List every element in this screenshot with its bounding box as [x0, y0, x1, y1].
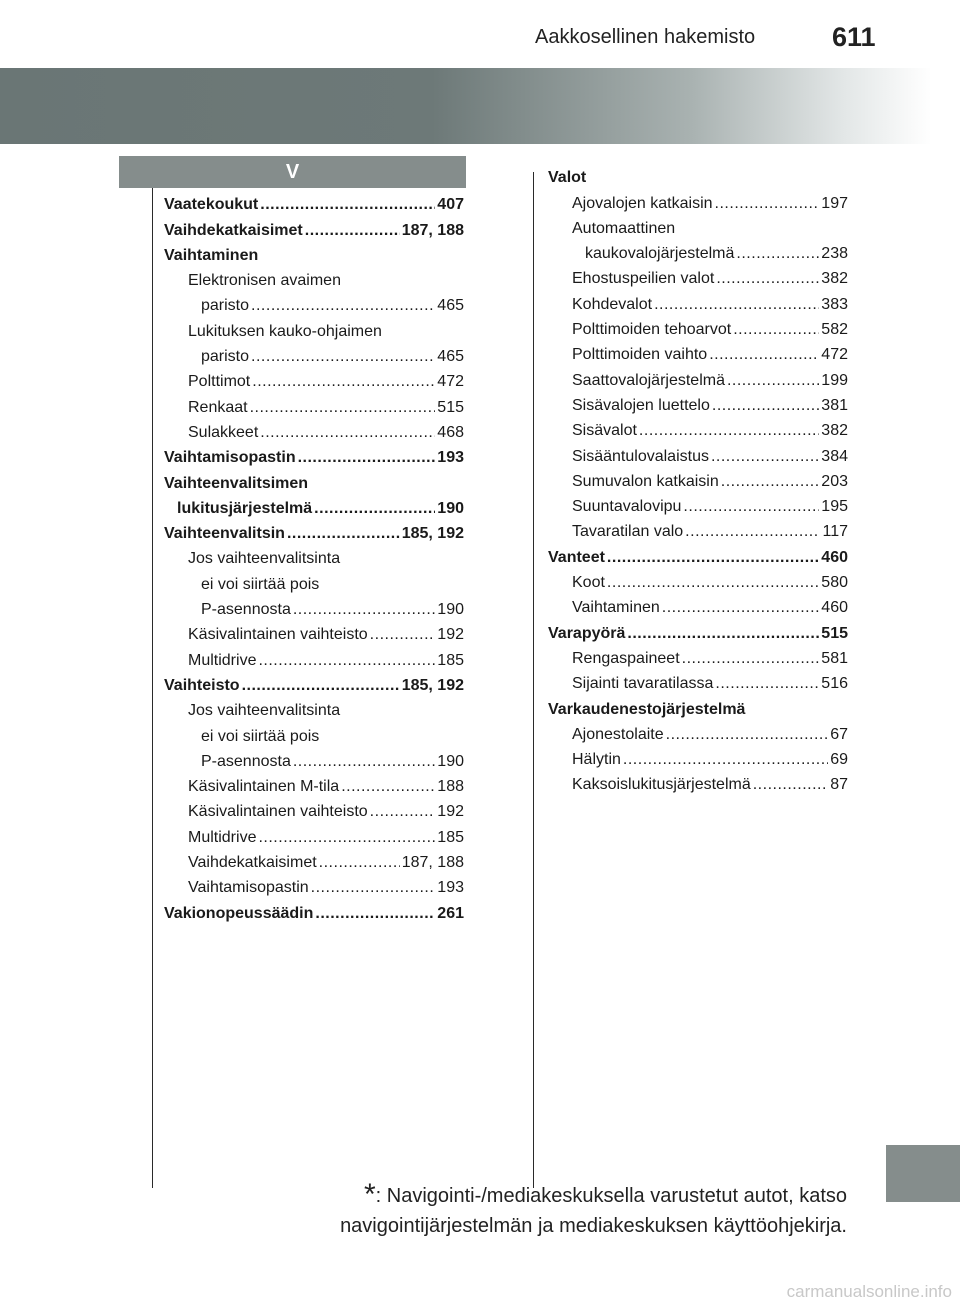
- index-term: Vaihteenvalitsimen: [164, 474, 309, 492]
- index-term: Vaihtaminen: [572, 599, 660, 617]
- index-term: paristo: [201, 348, 250, 366]
- index-entry: [164, 266, 464, 291]
- index-entry: [548, 694, 848, 719]
- index-term: Kohdevalot: [572, 295, 653, 313]
- index-entry: [548, 264, 848, 289]
- index-page-ref: 382: [821, 270, 848, 288]
- leader-dots: [298, 448, 436, 468]
- leader-dots: [736, 244, 819, 264]
- leader-dots: [662, 598, 820, 618]
- index-entry: [164, 468, 464, 493]
- index-page-ref: 515: [821, 624, 848, 642]
- index-entry: [164, 241, 464, 266]
- index-entry: [548, 214, 848, 239]
- index-term: Valot: [548, 169, 587, 187]
- index-entry: [164, 519, 464, 544]
- index-term: Polttimot: [188, 373, 251, 391]
- index-entry: [164, 620, 464, 645]
- index-page-ref: 238: [821, 245, 848, 263]
- index-entry: [548, 542, 848, 567]
- index-page-ref: 185: [437, 651, 464, 669]
- index-term: Suuntavalovipu: [572, 498, 682, 516]
- index-term: Renkaat: [188, 398, 248, 416]
- leader-dots: [666, 725, 829, 745]
- index-page-ref: 197: [821, 194, 848, 212]
- index-page-ref: 472: [821, 346, 848, 364]
- footnote-line-1: : Navigointi-/mediakeskuksella varustetut autot, katso: [375, 1185, 847, 1207]
- leader-dots: [709, 345, 819, 365]
- index-page-ref: 383: [821, 295, 848, 313]
- index-term: Polttimoiden tehoarvot: [572, 321, 732, 339]
- index-entry: [548, 770, 848, 795]
- index-page-ref: 261: [437, 904, 464, 922]
- index-page-ref: 381: [821, 396, 848, 414]
- index-term: Vaihtaminen: [164, 246, 259, 264]
- index-page-ref: 195: [821, 498, 848, 516]
- leader-dots: [258, 828, 435, 848]
- index-page-ref: 185, 192: [401, 525, 464, 543]
- index-entry: [548, 467, 848, 492]
- leader-dots: [258, 651, 435, 671]
- index-entry: [164, 418, 464, 443]
- leader-dots: [627, 624, 819, 644]
- leader-dots: [370, 625, 436, 645]
- index-page-ref: 187, 188: [401, 221, 464, 239]
- index-entry: [164, 671, 464, 696]
- index-page-ref: 69: [830, 751, 848, 769]
- leader-dots: [683, 497, 819, 517]
- index-term: Vaihtamisopastin: [188, 879, 309, 897]
- index-term: Jos vaihteenvalitsinta: [188, 702, 341, 720]
- index-entry: [548, 669, 848, 694]
- index-entry: [548, 618, 848, 643]
- leader-dots: [311, 878, 436, 898]
- index-term: Varkaudenestojärjestelmä: [548, 700, 746, 718]
- index-page-ref: 193: [437, 449, 464, 467]
- left-column-rule: [152, 188, 153, 1188]
- index-term: Käsivalintainen vaihteisto: [188, 803, 368, 821]
- index-entry: [164, 898, 464, 923]
- index-entry: [548, 340, 848, 365]
- chapter-title: Aakkosellinen hakemisto: [535, 26, 756, 48]
- index-term: Saattovalojärjestelmä: [572, 371, 725, 389]
- index-page-ref: 382: [821, 422, 848, 440]
- index-entry: [548, 644, 848, 669]
- leader-dots: [607, 573, 819, 593]
- leader-dots: [682, 649, 820, 669]
- index-entry: [164, 367, 464, 392]
- index-term: Ehostuspeilien valot: [572, 270, 715, 288]
- index-entry: [164, 569, 464, 594]
- index-term: Sijainti tavaratilassa: [572, 675, 714, 693]
- index-page-ref: 192: [437, 803, 464, 821]
- leader-dots: [721, 472, 820, 492]
- watermark: carmanualsonline.info: [786, 1282, 952, 1301]
- index-entry: [548, 416, 848, 441]
- index-term: Ajovalojen katkaisin: [572, 194, 713, 212]
- index-entry: [164, 721, 464, 746]
- footnote-marker: *: [363, 1178, 376, 1211]
- index-page-ref: 468: [437, 423, 464, 441]
- index-page-ref: 190: [437, 499, 464, 517]
- index-entry: [548, 517, 848, 542]
- leader-dots: [315, 904, 435, 924]
- leader-dots: [260, 195, 435, 215]
- leader-dots: [715, 674, 819, 694]
- index-entry: [164, 392, 464, 417]
- index-entry: [548, 593, 848, 618]
- index-term: Sisävalot: [572, 422, 637, 440]
- leader-dots: [639, 421, 819, 441]
- leader-dots: [716, 269, 819, 289]
- index-term: Sisävalojen luettelo: [572, 396, 710, 414]
- index-entry: [164, 747, 464, 772]
- index-page-ref: 192: [437, 626, 464, 644]
- index-page-ref: 190: [437, 601, 464, 619]
- leader-dots: [654, 295, 819, 315]
- index-entry: [164, 772, 464, 797]
- page-number: 611: [832, 22, 876, 52]
- index-term: Vaihdekatkaisimet: [164, 221, 303, 239]
- index-term: ei voi siirtää pois: [201, 727, 320, 745]
- index-entry: [164, 848, 464, 873]
- index-term: Rengaspaineet: [572, 649, 680, 667]
- leader-dots: [242, 676, 400, 696]
- index-page-ref: 203: [821, 472, 848, 490]
- index-page-ref: 188: [437, 778, 464, 796]
- index-entry: [164, 797, 464, 822]
- thumb-index-tab: [886, 1145, 960, 1202]
- index-term: Vaihtamisopastin: [164, 449, 296, 467]
- leader-dots: [341, 777, 435, 797]
- leader-dots: [252, 372, 435, 392]
- index-page-ref: 87: [830, 776, 848, 794]
- index-entry: [548, 568, 848, 593]
- leader-dots: [251, 347, 435, 367]
- index-entry: [548, 315, 848, 340]
- index-term: Sumuvalon katkaisin: [572, 472, 719, 490]
- leader-dots: [623, 750, 828, 770]
- index-term: Automaattinen: [572, 219, 676, 237]
- header-banner: [0, 68, 960, 144]
- index-entry: [548, 365, 848, 390]
- index-term: lukitusjärjestelmä: [177, 499, 313, 517]
- index-page-ref: 185: [437, 828, 464, 846]
- index-page-ref: 472: [437, 373, 464, 391]
- leader-dots: [293, 752, 435, 772]
- leader-dots: [260, 423, 435, 443]
- index-term: Vaihteenvalitsin: [164, 525, 285, 543]
- index-page-ref: 581: [821, 649, 848, 667]
- leader-dots: [319, 853, 400, 873]
- index-entry: [164, 696, 464, 721]
- index-term: Käsivalintainen vaihteisto: [188, 626, 368, 644]
- footnote: [340, 1180, 847, 1241]
- index-page-ref: 460: [821, 599, 848, 617]
- index-entry: [548, 492, 848, 517]
- leader-dots: [753, 775, 828, 795]
- index-page-ref: 465: [437, 348, 464, 366]
- index-page-ref: 582: [821, 321, 848, 339]
- index-column-left: [164, 190, 464, 924]
- index-term: Multidrive: [188, 828, 257, 846]
- leader-dots: [370, 802, 436, 822]
- index-term: Käsivalintainen M-tila: [188, 778, 340, 796]
- index-entry: [164, 342, 464, 367]
- index-term: Vaatekoukut: [164, 196, 259, 214]
- index-entry: [548, 391, 848, 416]
- index-page-ref: 580: [821, 574, 848, 592]
- index-page-ref: 384: [821, 447, 848, 465]
- footnote-line-2: navigointijärjestelmän ja mediakeskuksen käyttöohjekirja.: [340, 1215, 847, 1237]
- index-entry: [548, 163, 848, 188]
- leader-dots: [293, 600, 435, 620]
- index-term: Sulakkeet: [188, 423, 259, 441]
- index-term: paristo: [201, 297, 250, 315]
- index-term: P-asennosta: [201, 601, 291, 619]
- index-term: ei voi siirtää pois: [201, 575, 320, 593]
- index-term: Vaihdekatkaisimet: [188, 854, 317, 872]
- index-entry: [164, 291, 464, 316]
- index-page-ref: 515: [437, 398, 464, 416]
- index-entry: [164, 190, 464, 215]
- index-term: Sisääntulovalaistus: [572, 447, 709, 465]
- index-term: Koot: [572, 574, 605, 592]
- index-term: Polttimoiden vaihto: [572, 346, 708, 364]
- leader-dots: [251, 296, 435, 316]
- leader-dots: [715, 194, 820, 214]
- center-column-rule: [533, 172, 534, 1188]
- index-term: Hälytin: [572, 751, 621, 769]
- index-entry: [548, 289, 848, 314]
- index-entry: [164, 316, 464, 341]
- leader-dots: [712, 396, 819, 416]
- leader-dots: [287, 524, 400, 544]
- index-term: Lukituksen kauko-ohjaimen: [188, 322, 382, 340]
- index-column-right: [548, 163, 848, 795]
- leader-dots: [711, 447, 819, 467]
- index-page-ref: 465: [437, 297, 464, 315]
- index-term: Varapyörä: [548, 624, 626, 642]
- index-term: P-asennosta: [201, 752, 291, 770]
- index-entry: [164, 822, 464, 847]
- index-page-ref: 193: [437, 879, 464, 897]
- index-entry: [164, 595, 464, 620]
- index-term: Elektronisen avaimen: [188, 272, 341, 290]
- index-page-ref: 199: [821, 371, 848, 389]
- index-entry: [164, 544, 464, 569]
- index-entry: [548, 239, 848, 264]
- index-entry: [164, 494, 464, 519]
- leader-dots: [727, 371, 819, 391]
- index-entry: [548, 441, 848, 466]
- section-letter-tab: V: [119, 156, 466, 188]
- index-page-ref: 187, 188: [401, 854, 464, 872]
- index-page-ref: 185, 192: [401, 676, 464, 694]
- index-page-ref: 460: [821, 548, 848, 566]
- index-term: Ajonestolaite: [572, 725, 664, 743]
- index-term: kaukovalojärjestelmä: [585, 245, 735, 263]
- index-entry: [548, 745, 848, 770]
- leader-dots: [314, 499, 435, 519]
- index-page-ref: 516: [821, 675, 848, 693]
- index-term: Vanteet: [548, 548, 605, 566]
- index-page-ref: 117: [822, 523, 848, 541]
- index-term: Kaksoislukitusjärjestelmä: [572, 776, 751, 794]
- index-term: Vakionopeussäädin: [164, 904, 314, 922]
- index-entry: [164, 873, 464, 898]
- index-entry: [164, 215, 464, 240]
- leader-dots: [685, 522, 820, 542]
- index-entry: [164, 645, 464, 670]
- leader-dots: [733, 320, 819, 340]
- index-term: Tavaratilan valo: [572, 523, 684, 541]
- index-entry: [548, 720, 848, 745]
- index-entry: [164, 443, 464, 468]
- index-term: Multidrive: [188, 651, 257, 669]
- leader-dots: [305, 221, 400, 241]
- index-entry: [548, 188, 848, 213]
- index-term: Jos vaihteenvalitsinta: [188, 550, 341, 568]
- index-term: Vaihteisto: [164, 676, 240, 694]
- index-page-ref: 190: [437, 752, 464, 770]
- index-page-ref: 407: [437, 196, 464, 214]
- leader-dots: [250, 398, 436, 418]
- leader-dots: [607, 548, 819, 568]
- index-page-ref: 67: [830, 725, 848, 743]
